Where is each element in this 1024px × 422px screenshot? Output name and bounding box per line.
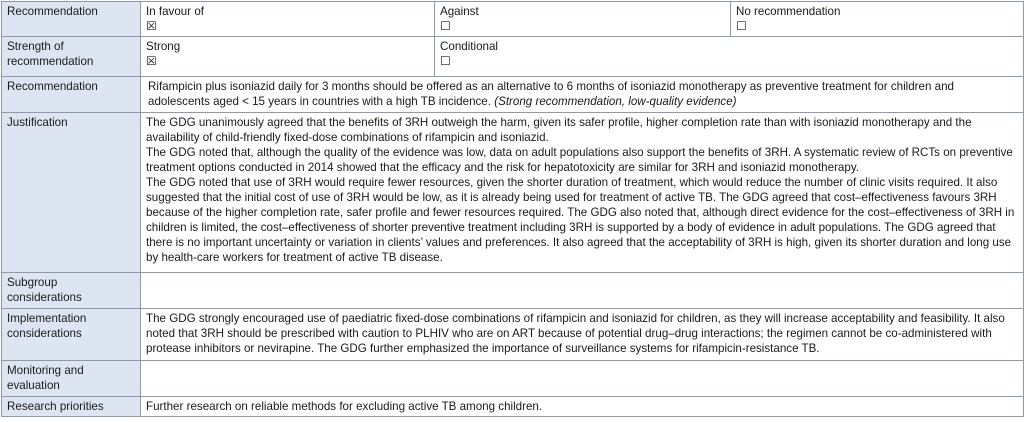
option-against bbox=[435, 2, 731, 37]
row-justification bbox=[2, 113, 1024, 273]
option-conditional bbox=[435, 37, 1024, 77]
row-strength bbox=[2, 37, 1024, 77]
option-label: Conditional bbox=[440, 40, 499, 53]
recommendation-table-container bbox=[1, 1, 1023, 417]
row-implementation bbox=[2, 309, 1024, 361]
row-recommendation bbox=[2, 77, 1024, 113]
justification-paragraph: The GDG noted that use of 3RH would require fewer resources, given the shorter duration of treatment, which would reduce the number of clinic visits required. It also suggested that the initial cost of use of 3RH would be low, as it is already being used for treatment of active TB. The GDG agreed that cost–effectiveness favours 3RH because of the higher completion rate, safer profile and fewer resources required. The GDG also noted that, although direct evidence for the cost–effectiveness of 3RH in children is limited, the cost–effectiveness of shorter preventive treatment including 3RH is supported by a body of evidence in adult populations. The GDG agreed that there is no important uncertainty or variation in clients’ values and preferences. It also agreed that the acceptability of 3RH is high, given its shorter duration and long use by health-care workers for treatment of active TB disease. bbox=[146, 176, 1015, 264]
row-label: Research priorities bbox=[2, 397, 141, 417]
justification-paragraph: The GDG noted that, although the quality of the evidence was low, data on adult populations also support the benefits of 3RH. A systematic review of RCTs on preventive treatment options conducted in 2014 showed that the efficacy and the risk for hepatotoxicity are similar for 3RH and isoniazid monotherapy. bbox=[146, 146, 1013, 174]
checkbox-unchecked[interactable]: ☐ bbox=[736, 19, 747, 33]
option-label: In favour of bbox=[146, 5, 205, 18]
row-label: Justification bbox=[2, 113, 141, 273]
row-research bbox=[2, 397, 1024, 417]
row-label: Recommendation bbox=[2, 77, 141, 113]
monitoring-cell bbox=[141, 361, 1024, 397]
row-label: Subgroup considerations bbox=[2, 273, 141, 309]
option-label: No recommendation bbox=[736, 5, 841, 18]
recommendation-cell bbox=[141, 77, 1024, 113]
checkbox-checked[interactable]: ☒ bbox=[146, 19, 157, 33]
recommendation-text: Rifampicin plus isoniazid daily for 3 months should be offered as an alternative to 6 months of isoniazid monotherapy as preventive treatment for children and adolescents aged < 15 years in countries with a high TB incidence. bbox=[148, 80, 954, 108]
recommendation-table bbox=[1, 1, 1024, 417]
option-label: Strong bbox=[146, 40, 181, 53]
row-label: Monitoring and evaluation bbox=[2, 361, 141, 397]
row-label: Recommendation bbox=[2, 2, 141, 37]
recommendation-note: (Strong recommendation, low-quality evidence) bbox=[494, 95, 737, 108]
option-no-recommendation bbox=[731, 2, 1024, 37]
row-label: Implementation considerations bbox=[2, 309, 141, 361]
justification-paragraph: The GDG unanimously agreed that the benefits of 3RH outweigh the harm, given its safer profile, higher completion rate than with isoniazid monotherapy and the availability of child-friendly fixed-dose combinations of rifampicin and isoniazid. bbox=[146, 116, 972, 144]
checkbox-checked[interactable]: ☒ bbox=[146, 54, 157, 68]
row-monitoring bbox=[2, 361, 1024, 397]
checkbox-unchecked[interactable]: ☐ bbox=[440, 54, 451, 68]
row-subgroup bbox=[2, 273, 1024, 309]
option-strong bbox=[141, 37, 435, 77]
row-label: Strength of recommendation bbox=[2, 37, 141, 77]
option-label: Against bbox=[440, 5, 479, 18]
subgroup-cell bbox=[141, 273, 1024, 309]
justification-cell bbox=[141, 113, 1024, 273]
row-recommendation-options bbox=[2, 2, 1024, 37]
implementation-cell: The GDG strongly encouraged use of paediatric fixed-dose combinations of rifampicin and isoniazid for children, as they will increase acceptability and feasibility. It also noted that 3RH should be prescribed with caution to PLHIV who are on ART because of potential drug–drug interactions; the regimen cannot be co-administered with protease inhibitors or nevirapine. The GDG further emphasized the importance of surveillance systems for rifampicin-resistance TB. bbox=[141, 309, 1024, 361]
research-cell: Further research on reliable methods for excluding active TB among children. bbox=[141, 397, 1024, 417]
checkbox-unchecked[interactable]: ☐ bbox=[440, 19, 451, 33]
option-in-favour bbox=[141, 2, 435, 37]
